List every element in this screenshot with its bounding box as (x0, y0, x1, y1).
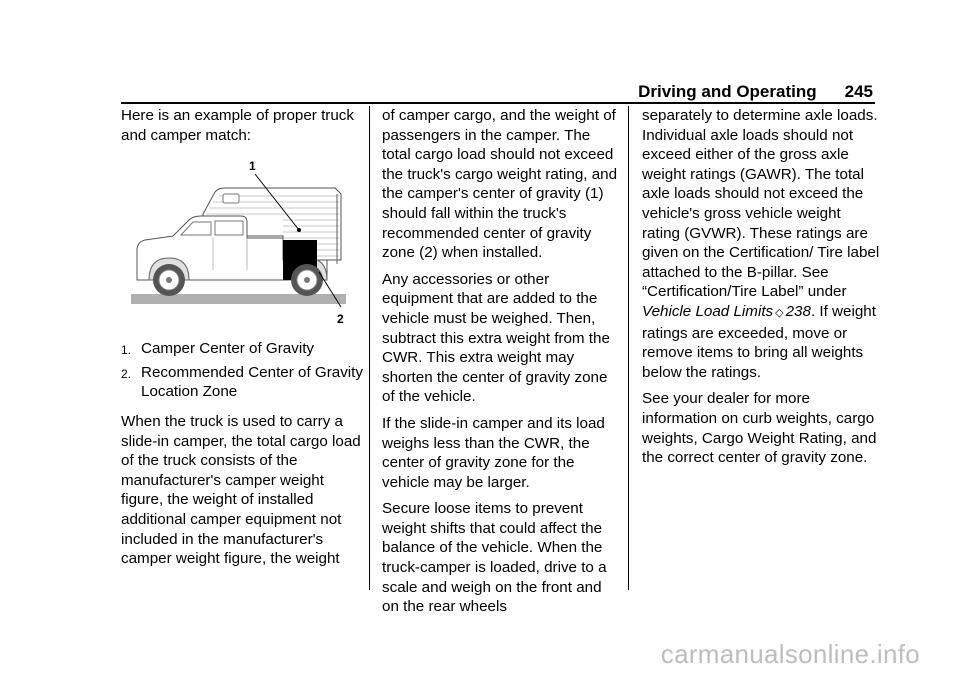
caption-number: 2. (121, 366, 132, 381)
figure-caption-list (121, 339, 363, 402)
caption-text: Camper Center of Gravity (141, 340, 315, 358)
watermark: carmanualsonline.info (660, 639, 920, 669)
callout-1: 1 (249, 159, 256, 174)
body-text: separately to determine axle loads. Individual axle loads should not exceed either of the gross axle weight ratings (GAWR). The total axle loads should not exceed the vehicle's gross vehicle weight rating (GVWR). These ratings are given on the Certification/ Tire label attached to the B-pillar. See “Certification/Tire Label” under (642, 107, 880, 301)
vehicle-load-limits-link[interactable]: Vehicle Load Limits (642, 302, 774, 320)
header-rule (121, 102, 875, 104)
page-header (638, 82, 873, 102)
caption-item (121, 339, 363, 361)
callout-2: 2 (337, 312, 344, 327)
column-2 (382, 106, 620, 624)
page-number: 245 (844, 82, 873, 101)
body-paragraph: Any accessories or other equipment that are added to the vehicle must be weighed. Then, subtract this extra weight from the CWR. This extra weight may shorten the center of gravity zone of the vehicle. (382, 270, 610, 406)
caption-text: Recommended Center of Gravity Location Zone (141, 363, 363, 401)
body-paragraph (642, 106, 880, 382)
body-paragraph: If the slide-in camper and its load weighs less than the CWR, the center of gravity zone for the vehicle may be larger. (382, 414, 605, 491)
page-ref-arrow-icon: ◇ (775, 306, 784, 319)
column-1 (121, 106, 363, 576)
caption-item (121, 363, 363, 402)
truck-camper-illustration (123, 152, 363, 327)
caption-number: 1. (121, 343, 132, 358)
intro-paragraph: Here is an example of proper truck and camper match: (121, 107, 354, 144)
column-divider (369, 106, 370, 590)
body-paragraph: of camper cargo, and the weight of passengers in the camper. The total cargo load should not exceed the truck's cargo weight rating, and the camper's center of gravity (1) should fall within the truck's recommended center of gravity zone (2) when installed. (382, 107, 618, 262)
page-ref-number[interactable]: 238 (785, 302, 811, 320)
column-divider (628, 106, 629, 590)
section-title: Driving and Operating (638, 82, 817, 101)
body-paragraph: Secure loose items to prevent weight shifts that could affect the balance of the vehicle. When the truck-camper is loaded, drive to a scale and weigh on the front and on the rear wheels (382, 500, 607, 616)
body-paragraph: See your dealer for more information on curb weights, cargo weights, Cargo Weight Rating, and the correct center of gravity zone. (642, 390, 877, 467)
column-3 (642, 106, 880, 475)
body-text: . If weight ratings are exceeded, move or remove items to bring all weights below the ratings. (642, 302, 876, 381)
body-paragraph: When the truck is used to carry a slide-in camper, the total cargo load of the truck consists of the manufacturer's camper weight figure, the weight of installed additional camper equipment not included in the manufacturer's camper weight figure, the weight (121, 412, 361, 568)
